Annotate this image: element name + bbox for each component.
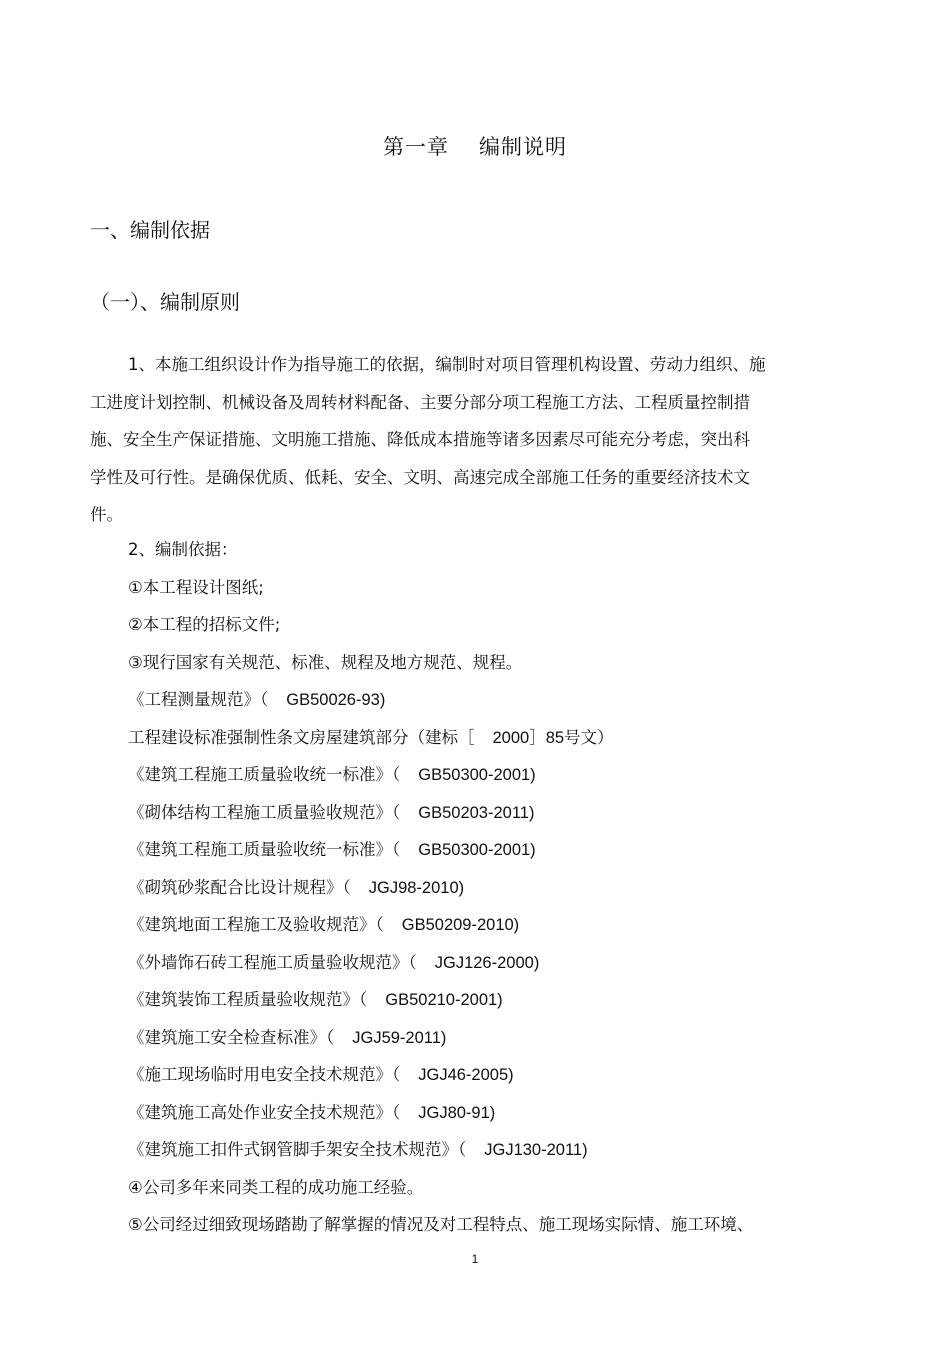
standard-item	[128, 1135, 888, 1173]
standard-code: GB50300-2001)	[418, 766, 536, 784]
standard-item	[128, 1023, 888, 1061]
standard-code: JGJ80-91)	[418, 1103, 496, 1122]
standard-code: GB50209-2010)	[401, 916, 520, 934]
standard-name: 《建筑施工安全检查标准》（	[128, 1027, 335, 1047]
list-item: ③现行国家有关规范、标准、规程及地方规范、规程。	[128, 652, 523, 672]
standard-item	[128, 948, 888, 986]
subsection-heading: （一）、编制原则	[90, 290, 240, 314]
standard-name: 《建筑施工扣件式钢管脚手架安全技术规范》（	[128, 1140, 467, 1159]
standard-name: 《外墙饰石砖工程施工质量验收规范》（	[128, 952, 417, 972]
standard-code: JGJ130-2011)	[484, 1141, 588, 1159]
standard-item	[128, 685, 888, 723]
list-item: ①本工程设计图纸;	[128, 577, 264, 597]
standard-name: 《建筑施工高处作业安全技术规范》（	[128, 1102, 401, 1122]
standard-name: 《施工现场临时用电安全技术规范》（	[128, 1065, 401, 1084]
chapter-name: 编制说明	[479, 135, 567, 159]
standard-code: GB50203-2011)	[418, 803, 535, 822]
list-item: ②本工程的招标文件;	[128, 615, 281, 634]
paragraph-line: 工进度计划控制、机械设备及周转材料配备、主要分部分项工程施工方法、工程质量控制措	[90, 392, 750, 412]
paragraph-line: 学性及可行性。是确保优质、低耗、安全、文明、高速完成全部施工任务的重要经济技术文	[90, 467, 750, 487]
standard-name: 《建筑工程施工质量验收统一标准》（	[128, 840, 401, 859]
standard-code: JGJ59-2011)	[352, 1028, 447, 1047]
standard-name: 《砌体结构工程施工质量验收规范》（	[128, 802, 401, 822]
paragraph-line: 1、本施工组织设计作为指导施工的依据，编制时对项目管理机构设置、劳动力组织、施	[128, 355, 766, 374]
standard-item	[128, 798, 888, 836]
standard-code: 2000］85号文）	[492, 728, 614, 747]
standard-code: JGJ126-2000)	[434, 953, 540, 972]
basis-title: 2、编制依据：	[128, 540, 238, 559]
paragraph-line: 件。	[90, 505, 123, 524]
basis-list	[128, 535, 888, 1248]
standard-item	[128, 1098, 888, 1136]
standard-item	[128, 835, 888, 873]
standard-code: GB50210-2001)	[385, 991, 503, 1009]
standard-item	[128, 910, 888, 948]
standard-item	[128, 873, 888, 911]
standard-item	[128, 723, 888, 761]
standard-code: GB50026-93)	[286, 691, 386, 709]
standard-name: 《建筑地面工程施工及验收规范》（	[128, 915, 384, 934]
list-item: ⑤公司经过细致现场踏勘了解掌握的情况及对工程特点、施工现场实际情、施工环境、	[128, 1215, 754, 1234]
standard-code: JGJ46-2005)	[418, 1066, 514, 1084]
standard-item	[128, 1060, 888, 1098]
chapter-title	[0, 131, 950, 161]
standard-code: GB50300-2001)	[418, 841, 536, 859]
list-item: ④公司多年来同类工程的成功施工经验。	[128, 1177, 424, 1197]
standard-name: 工程建设标准强制性条文房屋建筑部分（建标［	[128, 727, 475, 747]
standard-name: 《砌筑砂浆配合比设计规程》（	[128, 877, 351, 897]
principle-paragraph	[90, 346, 830, 534]
paragraph-line: 施、安全生产保证措施、文明施工措施、降低成本措施等诸多因素尽可能充分考虑，突出科	[90, 430, 750, 449]
standard-name: 《工程测量规范》（	[128, 690, 269, 709]
standard-name: 《建筑装饰工程质量验收规范》（	[128, 990, 368, 1009]
chapter-number: 第一章	[383, 135, 449, 159]
standard-code: JGJ98-2010)	[368, 878, 465, 897]
standard-item	[128, 985, 888, 1023]
standard-item	[128, 760, 888, 798]
section-heading: 一、编制依据	[90, 218, 210, 242]
page-number: 1	[471, 1252, 479, 1266]
standard-name: 《建筑工程施工质量验收统一标准》（	[128, 765, 401, 784]
